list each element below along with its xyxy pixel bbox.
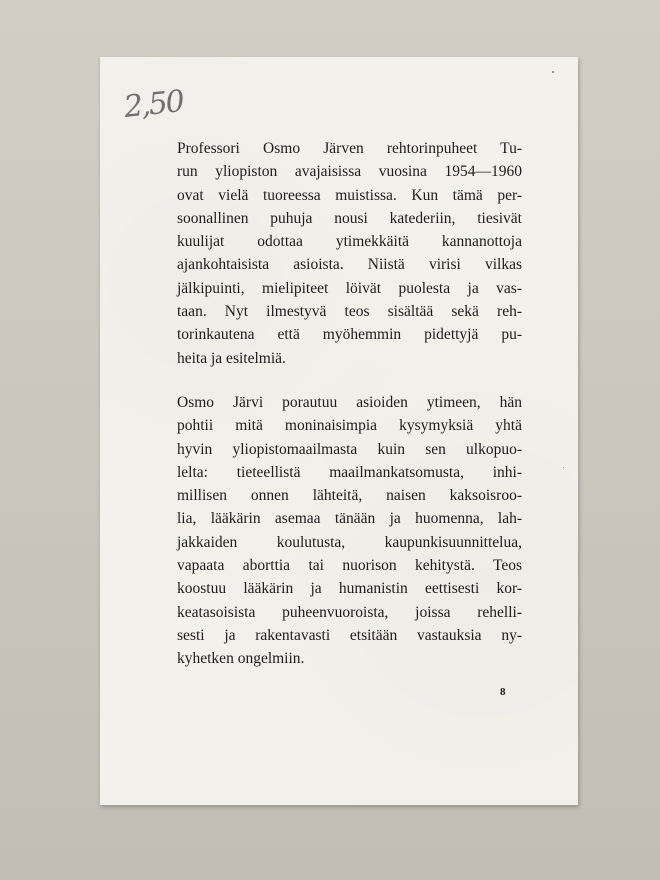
text-line: millisen onnen lähteitä, naisen kaksoisroo- <box>177 487 522 505</box>
book-back-cover <box>100 57 578 805</box>
text-line: taan. Nyt ilmestyvä teos sisältää sekä reh- <box>177 303 522 321</box>
text-line: ajankohtaisista asioista. Niistä virisi vilkas <box>177 256 522 274</box>
text-line: lelta: tieteellistä maailmankatsomusta, inhi- <box>177 463 522 481</box>
text-line: jälkipuinti, mielipiteet löivät puolesta ja vas- <box>177 279 522 297</box>
text-line: keatasoisista puheenvuoroista, joissa rehelli- <box>177 603 522 621</box>
text-line: heita ja esitelmiä. <box>177 349 286 367</box>
blurb-text <box>177 137 522 671</box>
text-line: sesti ja rakentavasti etsitään vastauksia ny- <box>177 626 522 644</box>
page-number: 8 <box>500 686 506 698</box>
text-line: koostuu lääkärin ja humanistin eettisesti kor- <box>177 580 522 598</box>
text-line: ovat vielä tuoreessa muistissa. Kun tämä per- <box>177 186 522 204</box>
text-line: kuulijat odottaa ytimekkäitä kannanottoja <box>177 233 522 251</box>
text-line: Osmo Järvi porautuu asioiden ytimeen, hän <box>177 393 522 411</box>
text-line: run yliopiston avajaisissa vuosina 1954—1960 <box>177 163 522 181</box>
text-line: hyvin yliopistomaailmasta kuin sen ulkopuo- <box>177 440 522 458</box>
handwritten-price: 2,50 <box>122 84 185 125</box>
dust-speck <box>552 71 554 73</box>
blurb-paragraph-1 <box>177 137 522 370</box>
text-line: Professori Osmo Järven rehtorinpuheet Tu- <box>177 140 522 157</box>
dust-speck <box>563 467 564 468</box>
blurb-paragraph-2 <box>177 391 522 671</box>
text-line: pohtii mitä moninaisimpia kysymyksiä yhtä <box>177 417 522 435</box>
text-line: vapaata aborttia tai nuorison kehitystä. Teos <box>177 557 522 575</box>
text-line: soonallinen puhuja nousi katederiin, tiesivät <box>177 209 522 227</box>
text-line: torinkautena että myöhemmin pidettyjä pu- <box>177 326 522 344</box>
text-line: lia, lääkärin asemaa tänään ja huomenna, lah- <box>177 510 522 528</box>
text-line: jakkaiden koulutusta, kaupunkisuunnittelua, <box>177 533 522 551</box>
text-line: kyhetken ongelmiin. <box>177 650 305 668</box>
